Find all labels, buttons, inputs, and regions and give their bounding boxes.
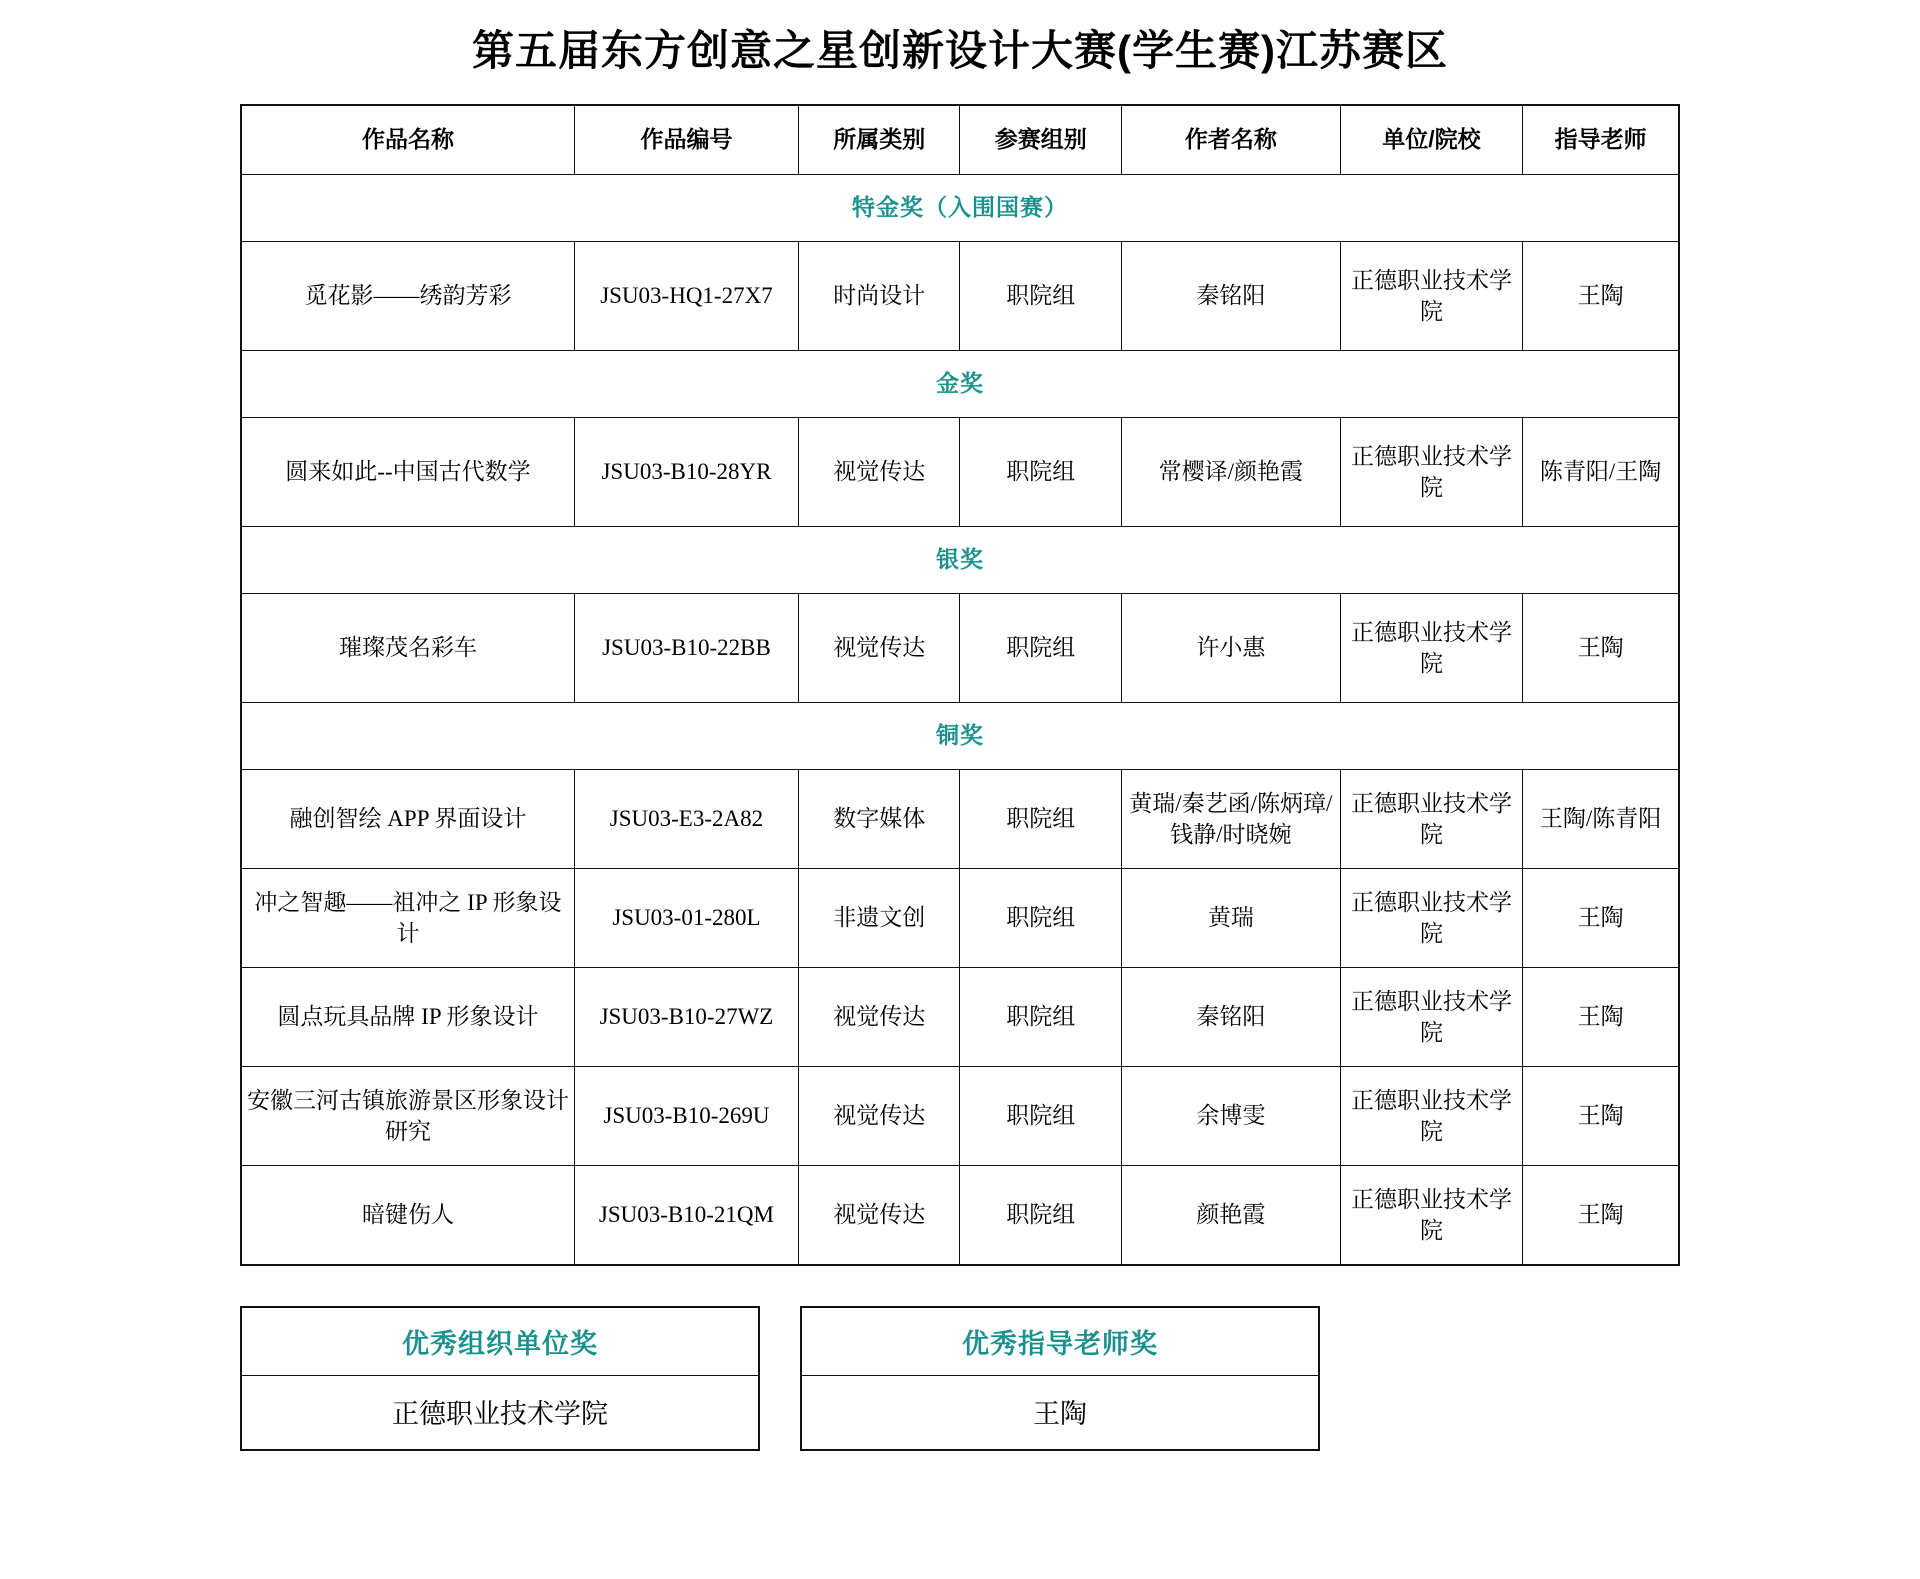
cell-teacher: 王陶 bbox=[1523, 1166, 1679, 1266]
cell-category: 数字媒体 bbox=[798, 770, 960, 869]
cell-category: 非遗文创 bbox=[798, 869, 960, 968]
award-label: 银奖 bbox=[241, 527, 1679, 594]
cell-group: 职院组 bbox=[960, 418, 1122, 527]
cell-unit: 正德职业技术学院 bbox=[1340, 968, 1522, 1067]
cell-work-name: 安徽三河古镇旅游景区形象设计研究 bbox=[241, 1067, 574, 1166]
teacher-award-title: 优秀指导老师奖 bbox=[802, 1308, 1318, 1376]
cell-teacher: 王陶 bbox=[1523, 968, 1679, 1067]
cell-teacher: 王陶 bbox=[1523, 594, 1679, 703]
cell-unit: 正德职业技术学院 bbox=[1340, 1067, 1522, 1166]
cell-work-code: JSU03-HQ1-27X7 bbox=[574, 242, 798, 351]
document-page bbox=[0, 18, 1920, 1451]
results-table bbox=[240, 104, 1680, 1266]
teacher-award-box bbox=[800, 1306, 1320, 1451]
award-section-header bbox=[241, 703, 1679, 770]
cell-group: 职院组 bbox=[960, 1166, 1122, 1266]
cell-author: 常樱译/颜艳霞 bbox=[1121, 418, 1340, 527]
column-header-category: 所属类别 bbox=[798, 105, 960, 175]
table-header-row bbox=[241, 105, 1679, 175]
cell-group: 职院组 bbox=[960, 594, 1122, 703]
cell-teacher: 王陶/陈青阳 bbox=[1523, 770, 1679, 869]
table-row bbox=[241, 594, 1679, 703]
cell-author: 黄瑞/秦艺函/陈炳璋/钱静/时晓婉 bbox=[1121, 770, 1340, 869]
cell-unit: 正德职业技术学院 bbox=[1340, 770, 1522, 869]
cell-work-name: 觅花影——绣韵芳彩 bbox=[241, 242, 574, 351]
cell-work-name: 圆点玩具品牌 IP 形象设计 bbox=[241, 968, 574, 1067]
cell-work-name: 冲之智趣——祖冲之 IP 形象设计 bbox=[241, 869, 574, 968]
table-row bbox=[241, 869, 1679, 968]
cell-work-code: JSU03-E3-2A82 bbox=[574, 770, 798, 869]
page-title: 第五届东方创意之星创新设计大赛(学生赛)江苏赛区 bbox=[472, 27, 1448, 74]
award-section-header bbox=[241, 175, 1679, 242]
cell-teacher: 陈青阳/王陶 bbox=[1523, 418, 1679, 527]
cell-teacher: 王陶 bbox=[1523, 242, 1679, 351]
cell-unit: 正德职业技术学院 bbox=[1340, 242, 1522, 351]
column-header-work-code: 作品编号 bbox=[574, 105, 798, 175]
cell-author: 黄瑞 bbox=[1121, 869, 1340, 968]
org-award-title: 优秀组织单位奖 bbox=[242, 1308, 758, 1376]
award-section-header bbox=[241, 527, 1679, 594]
cell-unit: 正德职业技术学院 bbox=[1340, 869, 1522, 968]
column-header-group: 参赛组别 bbox=[960, 105, 1122, 175]
cell-category: 视觉传达 bbox=[798, 1166, 960, 1266]
bottom-awards bbox=[240, 1306, 1680, 1451]
cell-group: 职院组 bbox=[960, 1067, 1122, 1166]
cell-group: 职院组 bbox=[960, 242, 1122, 351]
table-row bbox=[241, 1067, 1679, 1166]
cell-category: 视觉传达 bbox=[798, 594, 960, 703]
org-award-box bbox=[240, 1306, 760, 1451]
cell-category: 时尚设计 bbox=[798, 242, 960, 351]
award-section-header bbox=[241, 351, 1679, 418]
cell-category: 视觉传达 bbox=[798, 418, 960, 527]
award-label: 金奖 bbox=[241, 351, 1679, 418]
org-award-value: 正德职业技术学院 bbox=[392, 1399, 608, 1429]
award-label: 特金奖（入围国赛） bbox=[241, 175, 1679, 242]
cell-work-name: 璀璨茂名彩车 bbox=[241, 594, 574, 703]
cell-author: 秦铭阳 bbox=[1121, 968, 1340, 1067]
cell-author: 秦铭阳 bbox=[1121, 242, 1340, 351]
cell-work-code: JSU03-B10-22BB bbox=[574, 594, 798, 703]
table-row bbox=[241, 1166, 1679, 1266]
cell-teacher: 王陶 bbox=[1523, 1067, 1679, 1166]
cell-work-code: JSU03-B10-269U bbox=[574, 1067, 798, 1166]
table-row bbox=[241, 770, 1679, 869]
column-header-work-name: 作品名称 bbox=[241, 105, 574, 175]
results-table-wrapper bbox=[240, 104, 1680, 1266]
cell-work-name: 暗键伤人 bbox=[241, 1166, 574, 1266]
cell-unit: 正德职业技术学院 bbox=[1340, 418, 1522, 527]
cell-work-name: 融创智绘 APP 界面设计 bbox=[241, 770, 574, 869]
award-label: 铜奖 bbox=[241, 703, 1679, 770]
teacher-award-value: 王陶 bbox=[1033, 1399, 1087, 1429]
column-header-teacher: 指导老师 bbox=[1523, 105, 1679, 175]
cell-work-code: JSU03-B10-21QM bbox=[574, 1166, 798, 1266]
cell-author: 余博雯 bbox=[1121, 1067, 1340, 1166]
cell-work-code: JSU03-B10-27WZ bbox=[574, 968, 798, 1067]
cell-group: 职院组 bbox=[960, 770, 1122, 869]
table-row bbox=[241, 418, 1679, 527]
column-header-unit: 单位/院校 bbox=[1340, 105, 1522, 175]
cell-category: 视觉传达 bbox=[798, 968, 960, 1067]
cell-work-code: JSU03-B10-28YR bbox=[574, 418, 798, 527]
cell-group: 职院组 bbox=[960, 869, 1122, 968]
cell-category: 视觉传达 bbox=[798, 1067, 960, 1166]
cell-author: 许小惠 bbox=[1121, 594, 1340, 703]
cell-group: 职院组 bbox=[960, 968, 1122, 1067]
cell-work-code: JSU03-01-280L bbox=[574, 869, 798, 968]
cell-unit: 正德职业技术学院 bbox=[1340, 594, 1522, 703]
column-header-author: 作者名称 bbox=[1121, 105, 1340, 175]
cell-teacher: 王陶 bbox=[1523, 869, 1679, 968]
table-row bbox=[241, 968, 1679, 1067]
cell-unit: 正德职业技术学院 bbox=[1340, 1166, 1522, 1266]
cell-author: 颜艳霞 bbox=[1121, 1166, 1340, 1266]
cell-work-name: 圆来如此--中国古代数学 bbox=[241, 418, 574, 527]
table-row bbox=[241, 242, 1679, 351]
